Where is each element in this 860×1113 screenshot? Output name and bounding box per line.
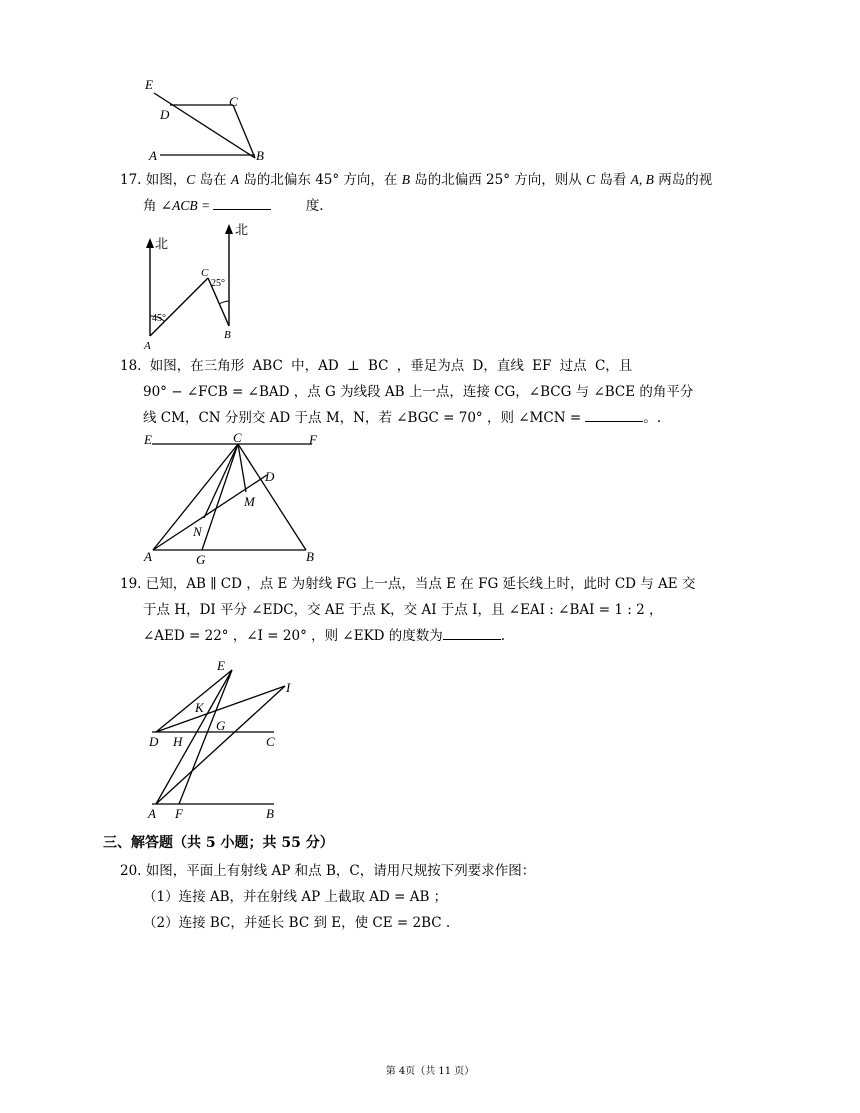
label-B: B: [306, 549, 314, 564]
angle-25-label: 25°: [211, 278, 225, 289]
label-A: A: [148, 806, 156, 821]
figure-q16: [140, 76, 280, 166]
label-B: B: [224, 329, 231, 341]
q18-line3: 线 CM，CN 分别交 AD 于点 M，N，若 ∠BGC = 70° ，则 ∠MCN = 。.: [143, 410, 662, 426]
figure-q19: [140, 650, 310, 825]
label-C: C: [201, 267, 209, 279]
label-A: A: [144, 549, 152, 564]
section-3-heading: 三、解答题（共 5 小题；共 55 分）: [103, 835, 334, 851]
q19-line1: 19. 已知，AB ∥ CD ，点 E 为射线 FG 上一点，当点 E 在 FG 延长线上时，此时 CD 与 AE 交: [120, 576, 696, 592]
label-D: D: [160, 107, 170, 122]
q18-line2: 90° − ∠FCB = ∠BAD ，点 G 为线段 AB 上一点，连接 CG，∠BCG 与 ∠BCE 的角平分: [143, 384, 694, 400]
q19-line3: ∠AED = 22° ，∠I = 20° ，则 ∠EKD 的度数为 .: [143, 628, 506, 644]
page-footer: 第 4页（共 11 页）: [385, 1066, 475, 1077]
label-E: E: [144, 432, 152, 447]
label-A: A: [144, 340, 151, 352]
answer-blank-q17[interactable]: [213, 197, 271, 210]
label-B: B: [256, 148, 264, 163]
label-D: D: [149, 734, 159, 749]
label-C: C: [266, 734, 275, 749]
label-D: D: [265, 469, 275, 484]
label-G: G: [196, 552, 206, 567]
north-label-1: 北: [155, 236, 169, 251]
label-N: N: [193, 524, 202, 539]
q18-line1: 18. 如图，在三角形 ABC 中，AD ⊥ BC ，垂足为点 D，直线 EF 过点 C，且: [120, 358, 633, 374]
figure-q17: [138, 218, 248, 353]
label-I: I: [286, 680, 291, 695]
label-F: F: [175, 806, 183, 821]
q19-line2: 于点 H，DI 平分 ∠EDC，交 AE 于点 K，交 AI 于点 I，且 ∠EAI : ∠BAI = 1 : 2 ，: [143, 602, 663, 618]
q20-line1: 20. 如图，平面上有射线 AP 和点 B，C，请用尺规按下列要求作图：: [120, 863, 536, 879]
q20-item1: （1）连接 AB，并在射线 AP 上截取 AD = AB ；: [143, 889, 448, 905]
label-E: E: [217, 658, 225, 673]
angle-45-label: 45°: [152, 313, 166, 324]
label-C: C: [233, 430, 242, 445]
north-label-2: 北: [235, 222, 248, 237]
label-F: F: [309, 432, 317, 447]
label-B: B: [266, 806, 274, 821]
answer-blank-q19[interactable]: [443, 627, 501, 640]
label-M: M: [244, 494, 255, 509]
label-C: C: [229, 94, 238, 109]
figure-q18: [140, 428, 330, 568]
label-K: K: [195, 700, 204, 715]
answer-blank-q18[interactable]: [585, 409, 643, 422]
q17-line1: 17. 如图，C 岛在 A 岛的北偏东 45° 方向，在 B 岛的北偏西 25° 方向，则从 C 岛看 A, B 两岛的视: [120, 172, 713, 188]
label-E: E: [145, 77, 153, 92]
label-H: H: [173, 734, 183, 749]
q20-item2: （2）连接 BC，并延长 BC 到 E，使 CE = 2BC .: [143, 915, 451, 931]
label-G: G: [216, 718, 226, 733]
q17-line2: 角 ∠ACB = 度.: [143, 198, 324, 214]
label-A: A: [149, 148, 157, 163]
